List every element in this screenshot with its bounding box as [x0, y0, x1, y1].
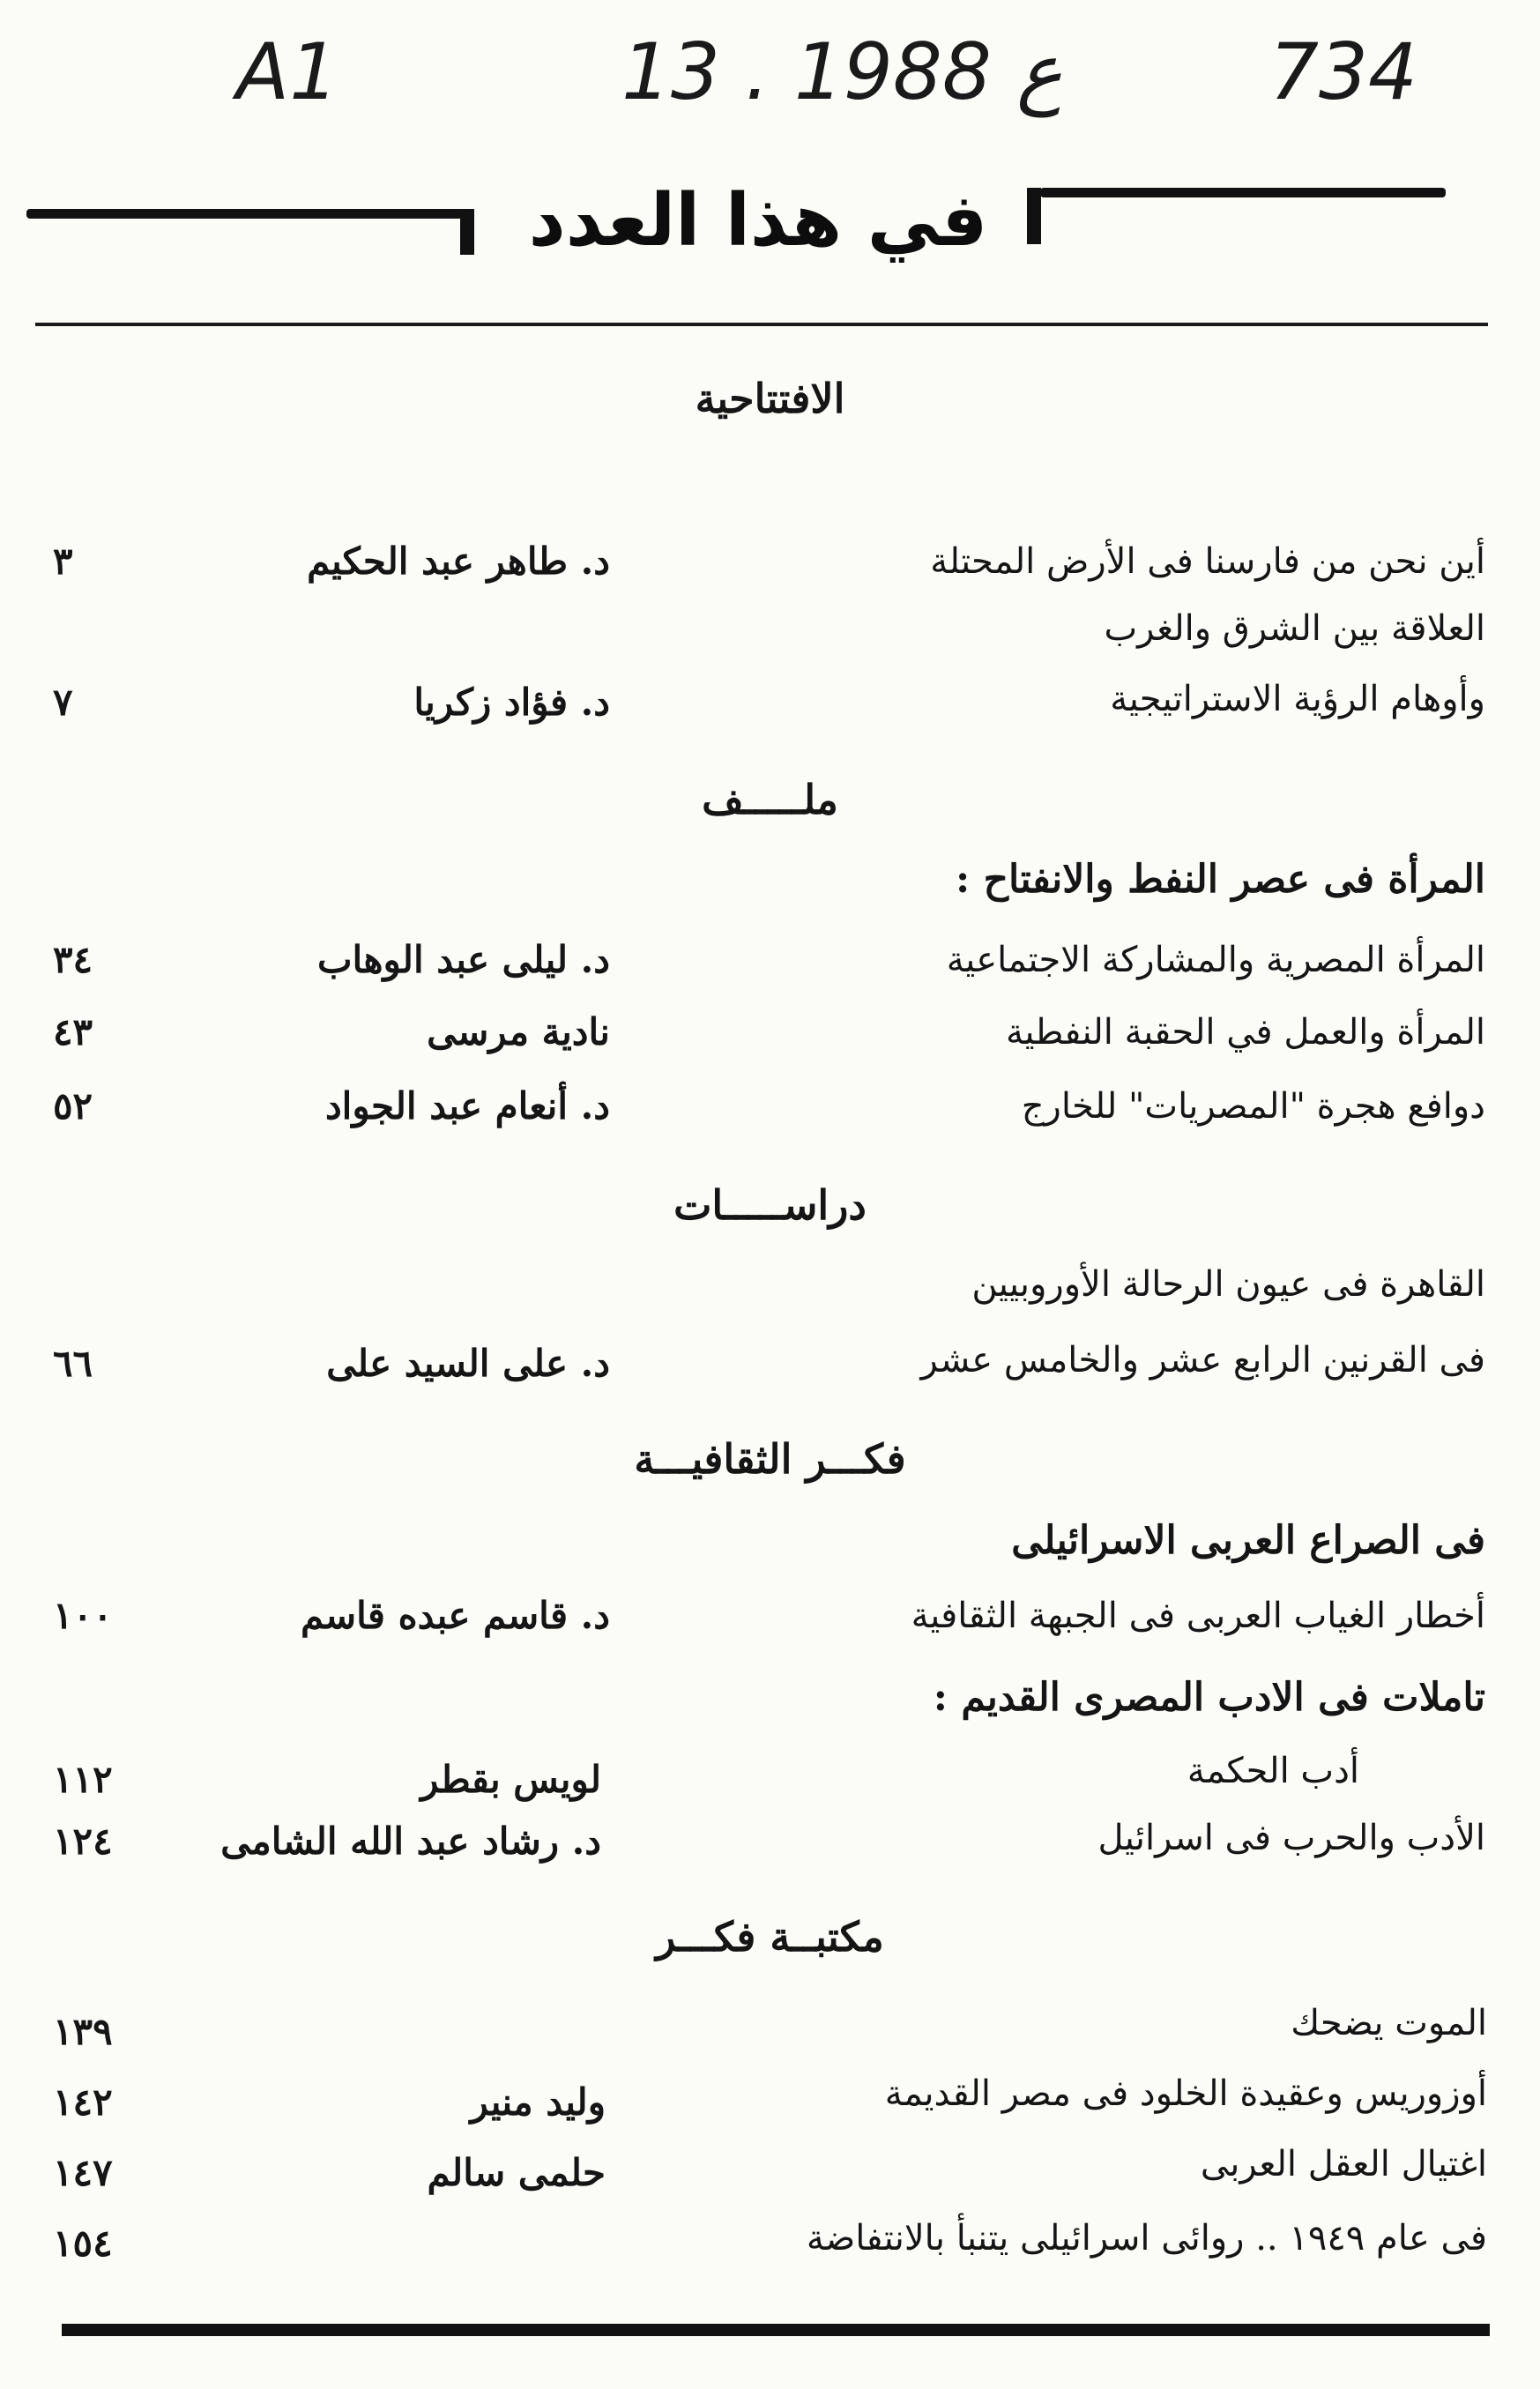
toc-page: ٥٢ — [53, 1084, 93, 1128]
section-heading-culture: فكـــر الثقافيـــة — [634, 1435, 906, 1483]
toc-page: ١٤٧ — [53, 2151, 113, 2194]
section-heading-library: مكتبــة فكـــر — [656, 1913, 884, 1961]
toc-author: د. على السيد على — [326, 1342, 610, 1385]
banner-hook-left — [460, 209, 474, 255]
toc-page: ٤٣ — [53, 1010, 93, 1053]
toc-title: وأوهام الرؤية الاستراتيجية — [1110, 679, 1485, 719]
toc-title: الموت يضحك — [1291, 2003, 1487, 2043]
toc-title: أوزوريس وعقيدة الخلود فى مصر القديمة — [884, 2073, 1487, 2114]
section-heading-studies: دراســـــات — [673, 1181, 867, 1229]
toc-page: ٦٦ — [53, 1342, 93, 1385]
handwritten-ref: A1 — [236, 26, 339, 117]
toc-title: القاهرة فى عيون الرحالة الأوروبيين — [971, 1264, 1485, 1305]
toc-page: ١٠٠ — [53, 1594, 113, 1637]
toc-author: د. طاهر عبد الحكيم — [307, 540, 610, 583]
toc-subheading: فى الصراع العربى الاسرائيلى — [1011, 1518, 1485, 1563]
banner-bar-right — [1040, 188, 1446, 197]
handwritten-date: 13 . ع 1988 — [621, 26, 1063, 117]
toc-page: ١٢٤ — [53, 1820, 113, 1863]
handwritten-number: 734 — [1269, 26, 1417, 117]
toc-page: ١٣٩ — [53, 2010, 113, 2053]
toc-page: ١٤٢ — [53, 2080, 113, 2124]
toc-title: أدب الحكمة — [1187, 1751, 1359, 1791]
toc-title: المرأة المصرية والمشاركة الاجتماعية — [946, 940, 1485, 980]
toc-author: لويس بقطر — [420, 1758, 601, 1801]
top-divider — [35, 323, 1488, 326]
toc-page: ٣٤ — [53, 938, 93, 981]
toc-title: دوافع هجرة "المصريات" للخارج — [1021, 1086, 1485, 1127]
section-heading-file: ملـــــف — [702, 776, 838, 823]
toc-page: ١٥٤ — [53, 2222, 113, 2265]
toc-subheading: تاملات فى الادب المصرى القديم : — [933, 1675, 1485, 1720]
toc-page: ١١٢ — [53, 1758, 113, 1801]
toc-author: د. رشاد عبد الله الشامى — [220, 1820, 601, 1863]
toc-author: نادية مرسى — [427, 1010, 610, 1053]
toc-author: د. قاسم عبده قاسم — [300, 1594, 610, 1637]
toc-title: أخطار الغياب العربى فى الجبهة الثقافية — [911, 1596, 1485, 1636]
banner-bar-left — [26, 209, 463, 219]
toc-author: د. فؤاد زكريا — [413, 681, 610, 724]
toc-title: العلاقة بين الشرق والغرب — [1104, 608, 1485, 649]
toc-subheading: المرأة فى عصر النفط والانفتاح : — [956, 857, 1485, 902]
toc-author: وليد منير — [470, 2080, 606, 2124]
toc-title: اغتيال العقل العربى — [1200, 2144, 1487, 2184]
toc-author: د. ليلى عبد الوهاب — [316, 938, 610, 981]
toc-title: أين نحن من فارسنا فى الأرض المحتلة — [930, 541, 1485, 582]
toc-author: د. أنعام عبد الجواد — [324, 1084, 610, 1128]
issue-banner — [26, 172, 1446, 287]
banner-title: في هذا العدد — [528, 179, 988, 263]
toc-title: المرأة والعمل في الحقبة النفطية — [1005, 1012, 1485, 1053]
section-heading-editorial: الافتتاحية — [695, 375, 845, 422]
toc-title: فى عام ١٩٤٩ .. روائى اسرائيلى يتنبأ بالانتفاضة — [806, 2218, 1487, 2259]
toc-page: ٧ — [53, 681, 73, 724]
toc-page: ٣ — [53, 540, 73, 583]
banner-hook-right — [1027, 188, 1041, 244]
toc-author: حلمى سالم — [427, 2151, 606, 2194]
toc-title: فى القرنين الرابع عشر والخامس عشر — [920, 1340, 1485, 1381]
bottom-divider — [62, 2324, 1490, 2336]
toc-title: الأدب والحرب فى اسرائيل — [1097, 1818, 1485, 1858]
